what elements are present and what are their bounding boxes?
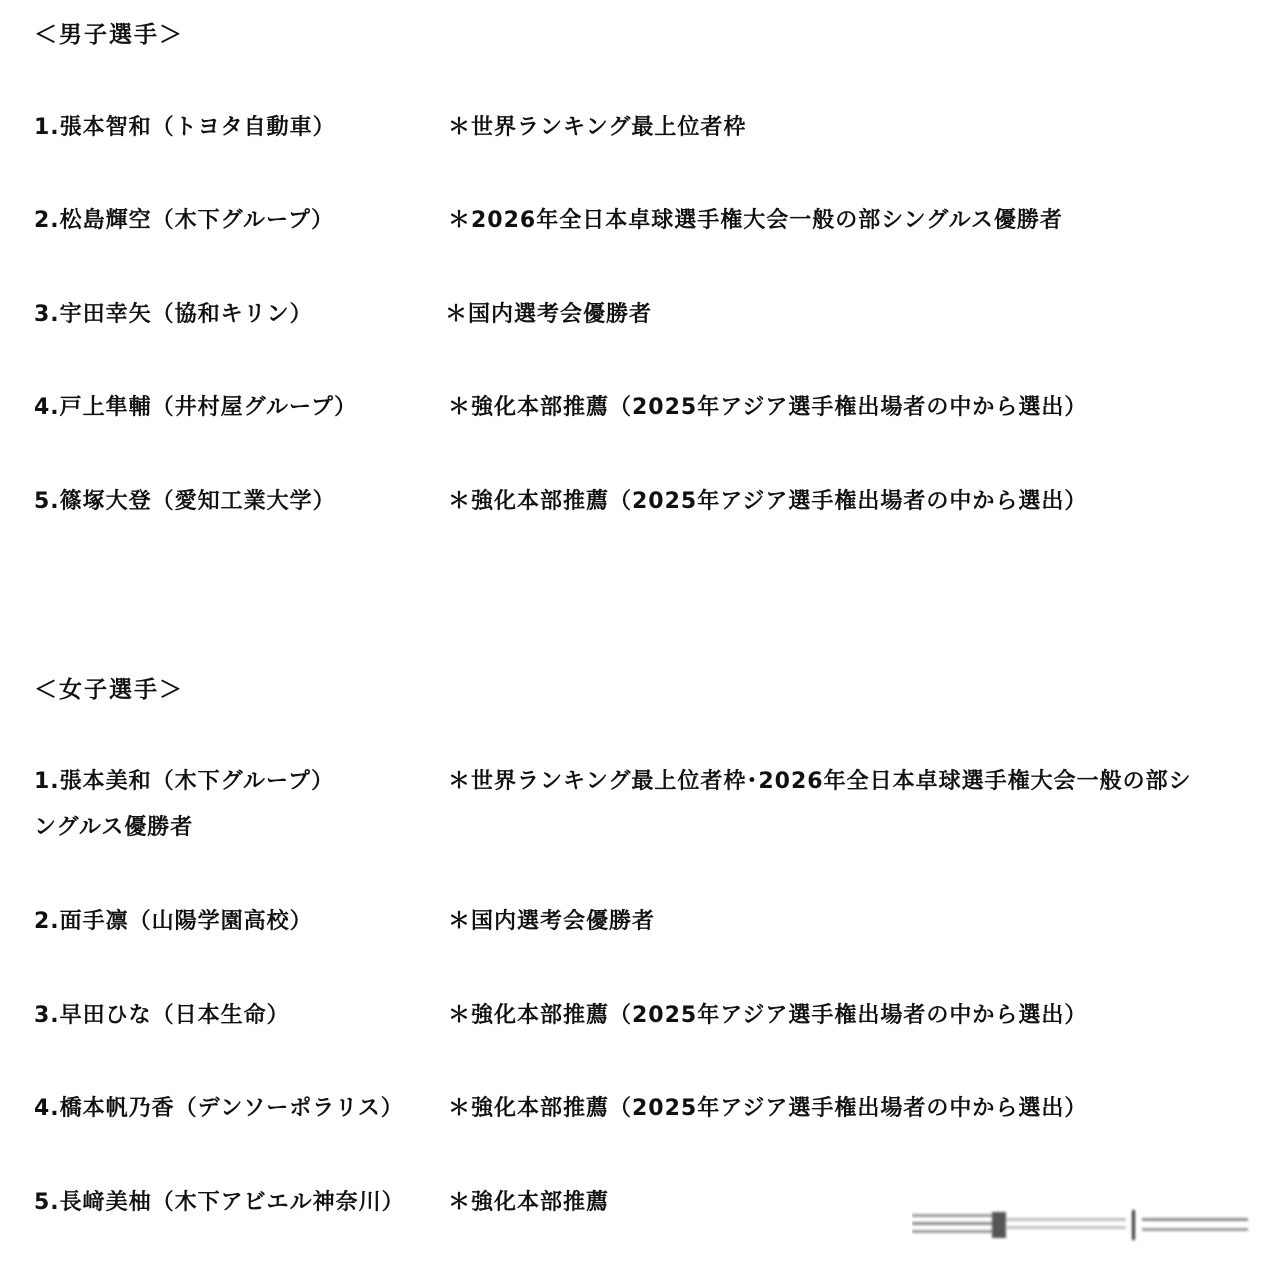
selection-note: ＊世界ランキング最上位者枠･2026年全日本卓球選手権大会一般の部シ xyxy=(448,769,1192,794)
selection-note-continued: ングルス優勝者 xyxy=(34,815,194,840)
selection-note: ＊強化本部推薦（2025年アジア選手権出場者の中から選出） xyxy=(448,395,1088,420)
player-name: 2.松島輝空（木下グループ） xyxy=(34,208,335,233)
player-name: 5.篠塚大登（愛知工業大学） xyxy=(34,489,336,514)
player-name: 4.戸上隼輔（井村屋グループ） xyxy=(34,395,358,420)
women-player-1 xyxy=(34,764,1274,850)
selection-note: ＊国内選考会優勝者 xyxy=(445,302,653,327)
women-section-heading: ＜女子選手＞ xyxy=(34,677,184,703)
women-player-4 xyxy=(34,1091,1274,1131)
selection-note: ＊強化本部推薦（2025年アジア選手権出場者の中から選出） xyxy=(448,1096,1088,1121)
selection-note: ＊世界ランキング最上位者枠 xyxy=(448,115,747,140)
player-name: 5.長﨑美柚（木下アビエル神奈川） xyxy=(34,1190,405,1215)
watermark xyxy=(912,1208,1252,1242)
men-player-4 xyxy=(34,390,1274,430)
player-name: 3.早田ひな（日本生命） xyxy=(34,1003,290,1028)
selection-note: ＊強化本部推薦（2025年アジア選手権出場者の中から選出） xyxy=(448,1003,1088,1028)
player-name: 4.橋本帆乃香（デンソーポラリス） xyxy=(34,1096,404,1121)
player-name: 3.宇田幸矢（協和キリン） xyxy=(34,302,313,327)
men-section-heading: ＜男子選手＞ xyxy=(34,22,184,48)
men-player-2 xyxy=(34,203,1274,243)
men-player-5 xyxy=(34,484,1274,524)
selection-note: ＊強化本部推薦（2025年アジア選手権出場者の中から選出） xyxy=(448,489,1088,514)
selection-note: ＊強化本部推薦 xyxy=(448,1190,610,1215)
selection-note: ＊2026年全日本卓球選手権大会一般の部シングルス優勝者 xyxy=(448,208,1063,233)
player-name: 2.面手凛（山陽学園高校） xyxy=(34,909,313,934)
women-player-2 xyxy=(34,904,1274,944)
selection-note: ＊国内選考会優勝者 xyxy=(448,909,656,934)
player-name: 1.張本美和（木下グループ） xyxy=(34,769,335,794)
player-name: 1.張本智和（トヨタ自動車） xyxy=(34,115,336,140)
men-player-1 xyxy=(34,110,1274,150)
women-player-3 xyxy=(34,998,1274,1038)
men-player-3 xyxy=(34,297,1274,337)
